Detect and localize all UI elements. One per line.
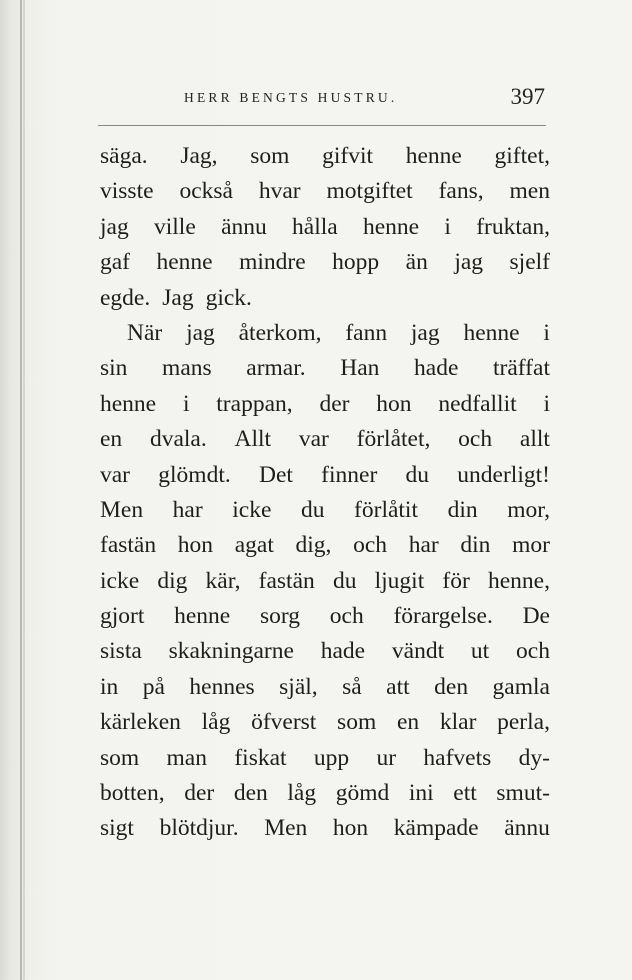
word: Men xyxy=(100,496,144,523)
word: fans, xyxy=(438,178,484,205)
word: blötdjur. xyxy=(159,815,239,842)
text-line xyxy=(100,281,550,316)
word: henne, xyxy=(487,567,550,594)
word: du xyxy=(332,567,357,594)
word: själ, xyxy=(279,673,318,700)
word: som xyxy=(337,709,377,736)
word: henne xyxy=(463,319,520,346)
word: icke xyxy=(100,567,140,594)
word: ini xyxy=(408,780,434,807)
word: och xyxy=(329,603,364,630)
text-line xyxy=(100,493,550,528)
word: Jag, xyxy=(180,143,218,169)
word: hon xyxy=(332,815,369,842)
binding-edge xyxy=(20,0,22,980)
word: jag xyxy=(410,319,440,346)
text-line xyxy=(100,351,550,386)
word: kär, xyxy=(205,567,241,594)
word: ut xyxy=(470,638,490,665)
word: upp xyxy=(313,744,350,771)
word: När xyxy=(127,319,163,346)
word: dy- xyxy=(518,744,550,771)
word: mindre xyxy=(239,249,306,276)
word: har xyxy=(172,496,203,523)
page-header xyxy=(100,84,550,114)
word: De xyxy=(522,603,550,630)
word: Men xyxy=(264,815,308,842)
text-line xyxy=(100,422,550,457)
word: för xyxy=(442,567,470,594)
word: gifvit xyxy=(322,143,374,169)
word: ljugit xyxy=(374,567,425,594)
word: återkom, xyxy=(238,319,322,346)
word: glömdt. xyxy=(158,461,231,488)
word: gamla xyxy=(492,673,550,700)
word: den xyxy=(434,673,469,700)
word: der xyxy=(319,390,350,417)
page-number: 397 xyxy=(510,84,545,109)
text-line xyxy=(100,458,550,493)
word: i xyxy=(543,390,550,417)
word: man xyxy=(166,744,207,771)
word: Han xyxy=(340,355,380,382)
word: var xyxy=(100,461,131,488)
word: på xyxy=(142,673,165,700)
word: så xyxy=(342,673,362,700)
word: hålla xyxy=(292,213,338,240)
word: ännu xyxy=(221,213,267,240)
word: sjelf xyxy=(509,249,550,276)
running-head: HERR BENGTS HUSTRU. xyxy=(184,90,398,105)
word: in xyxy=(100,673,119,700)
word: fastän xyxy=(258,567,315,594)
word: hon xyxy=(177,532,214,559)
word: och xyxy=(458,426,493,453)
word: hade xyxy=(414,355,459,382)
word: Allt xyxy=(234,426,272,453)
word: trappan, xyxy=(216,390,293,417)
word: mor xyxy=(512,532,550,559)
word: sin xyxy=(100,355,128,382)
word: låg xyxy=(287,780,317,807)
text-line xyxy=(100,528,550,563)
text-line xyxy=(100,599,550,634)
word: förargelse. xyxy=(393,603,493,630)
word: perla, xyxy=(497,709,550,736)
word: som xyxy=(100,744,140,771)
word: i xyxy=(543,319,550,346)
word: henne xyxy=(156,249,213,276)
word: öfverst xyxy=(251,709,317,736)
text-line xyxy=(100,564,550,599)
word: var xyxy=(298,426,329,453)
word: hade xyxy=(320,638,366,665)
word: gömd xyxy=(335,780,390,807)
word: sigt xyxy=(100,815,134,842)
word: der xyxy=(184,780,215,807)
word: agat xyxy=(234,532,274,559)
word: sista xyxy=(100,638,142,665)
word: jag xyxy=(100,213,129,240)
header-rule xyxy=(98,125,546,126)
body-text xyxy=(100,139,550,847)
word: gaf xyxy=(100,249,131,276)
word: henne xyxy=(362,213,420,240)
text-line xyxy=(100,670,550,705)
word: sorg xyxy=(259,603,301,630)
text-line xyxy=(100,139,550,174)
text-line xyxy=(100,387,550,422)
word: gick. xyxy=(205,284,252,311)
word: kärleken xyxy=(100,709,181,736)
word: gjort xyxy=(100,603,145,630)
word: Det xyxy=(258,461,293,488)
word: du xyxy=(300,496,325,523)
word: och xyxy=(516,638,550,665)
word: dvala. xyxy=(149,426,207,453)
word: i xyxy=(444,213,451,240)
word: finner xyxy=(321,461,378,488)
word: vändt xyxy=(391,638,445,665)
word: henne xyxy=(100,390,157,417)
word: din xyxy=(460,532,491,559)
text-line xyxy=(100,776,550,811)
word: ville xyxy=(154,213,196,240)
word: hafvets xyxy=(423,744,492,771)
word: du xyxy=(405,461,430,488)
text-line xyxy=(100,634,550,669)
word: mans xyxy=(162,355,212,382)
text-line xyxy=(100,316,550,351)
text-line xyxy=(100,245,550,280)
word: smut- xyxy=(496,780,550,807)
word: armar. xyxy=(246,355,306,382)
word: visste xyxy=(100,178,154,205)
word: botten, xyxy=(100,780,165,807)
word: förlåtet, xyxy=(356,426,431,453)
word: egde. xyxy=(100,284,151,311)
word: hopp xyxy=(332,249,380,276)
word: mor, xyxy=(507,496,550,523)
word: ur xyxy=(376,744,397,771)
word: också xyxy=(179,178,233,205)
text-line xyxy=(100,210,550,245)
word: henne xyxy=(174,603,231,630)
word: din xyxy=(447,496,478,523)
word: Jag xyxy=(162,284,194,311)
word: som xyxy=(250,143,290,169)
word: jag xyxy=(186,319,215,346)
word: dig, xyxy=(295,532,332,559)
word: hvar xyxy=(258,178,301,205)
word: fastän xyxy=(100,532,157,559)
word: har xyxy=(408,532,439,559)
word: träffat xyxy=(493,355,550,382)
text-line xyxy=(100,705,550,740)
word: henne xyxy=(405,143,462,169)
word: hennes xyxy=(189,673,255,700)
text-line xyxy=(100,811,550,846)
word: ännu xyxy=(504,815,550,842)
word: säga. xyxy=(100,143,148,169)
word: icke xyxy=(232,496,272,523)
word: klar xyxy=(439,709,477,736)
word: en xyxy=(396,709,420,736)
word: nedfallit xyxy=(438,390,517,417)
word: dig xyxy=(157,567,188,594)
word: och xyxy=(353,532,388,559)
word: att xyxy=(386,673,410,700)
word: giftet, xyxy=(494,143,550,169)
word: allt xyxy=(519,426,550,453)
text-line xyxy=(100,174,550,209)
word: kämpade xyxy=(393,815,479,842)
word: underligt! xyxy=(457,461,550,488)
word: jag xyxy=(454,249,484,276)
word: än xyxy=(405,249,428,276)
binding-edge-shadow xyxy=(23,0,25,980)
text-line xyxy=(100,741,550,776)
word: men xyxy=(509,178,550,205)
word: i xyxy=(182,390,190,417)
word: den xyxy=(233,780,268,807)
word: skakningarne xyxy=(168,638,294,665)
word: fiskat xyxy=(234,744,287,771)
word: fann xyxy=(345,319,388,346)
word: ett xyxy=(453,780,477,807)
word: en xyxy=(100,426,123,453)
word: låg xyxy=(201,709,231,736)
word: förlåtit xyxy=(354,496,418,523)
word: fruktan, xyxy=(476,213,550,240)
word: hon xyxy=(376,390,412,417)
word: motgiftet xyxy=(326,178,413,205)
